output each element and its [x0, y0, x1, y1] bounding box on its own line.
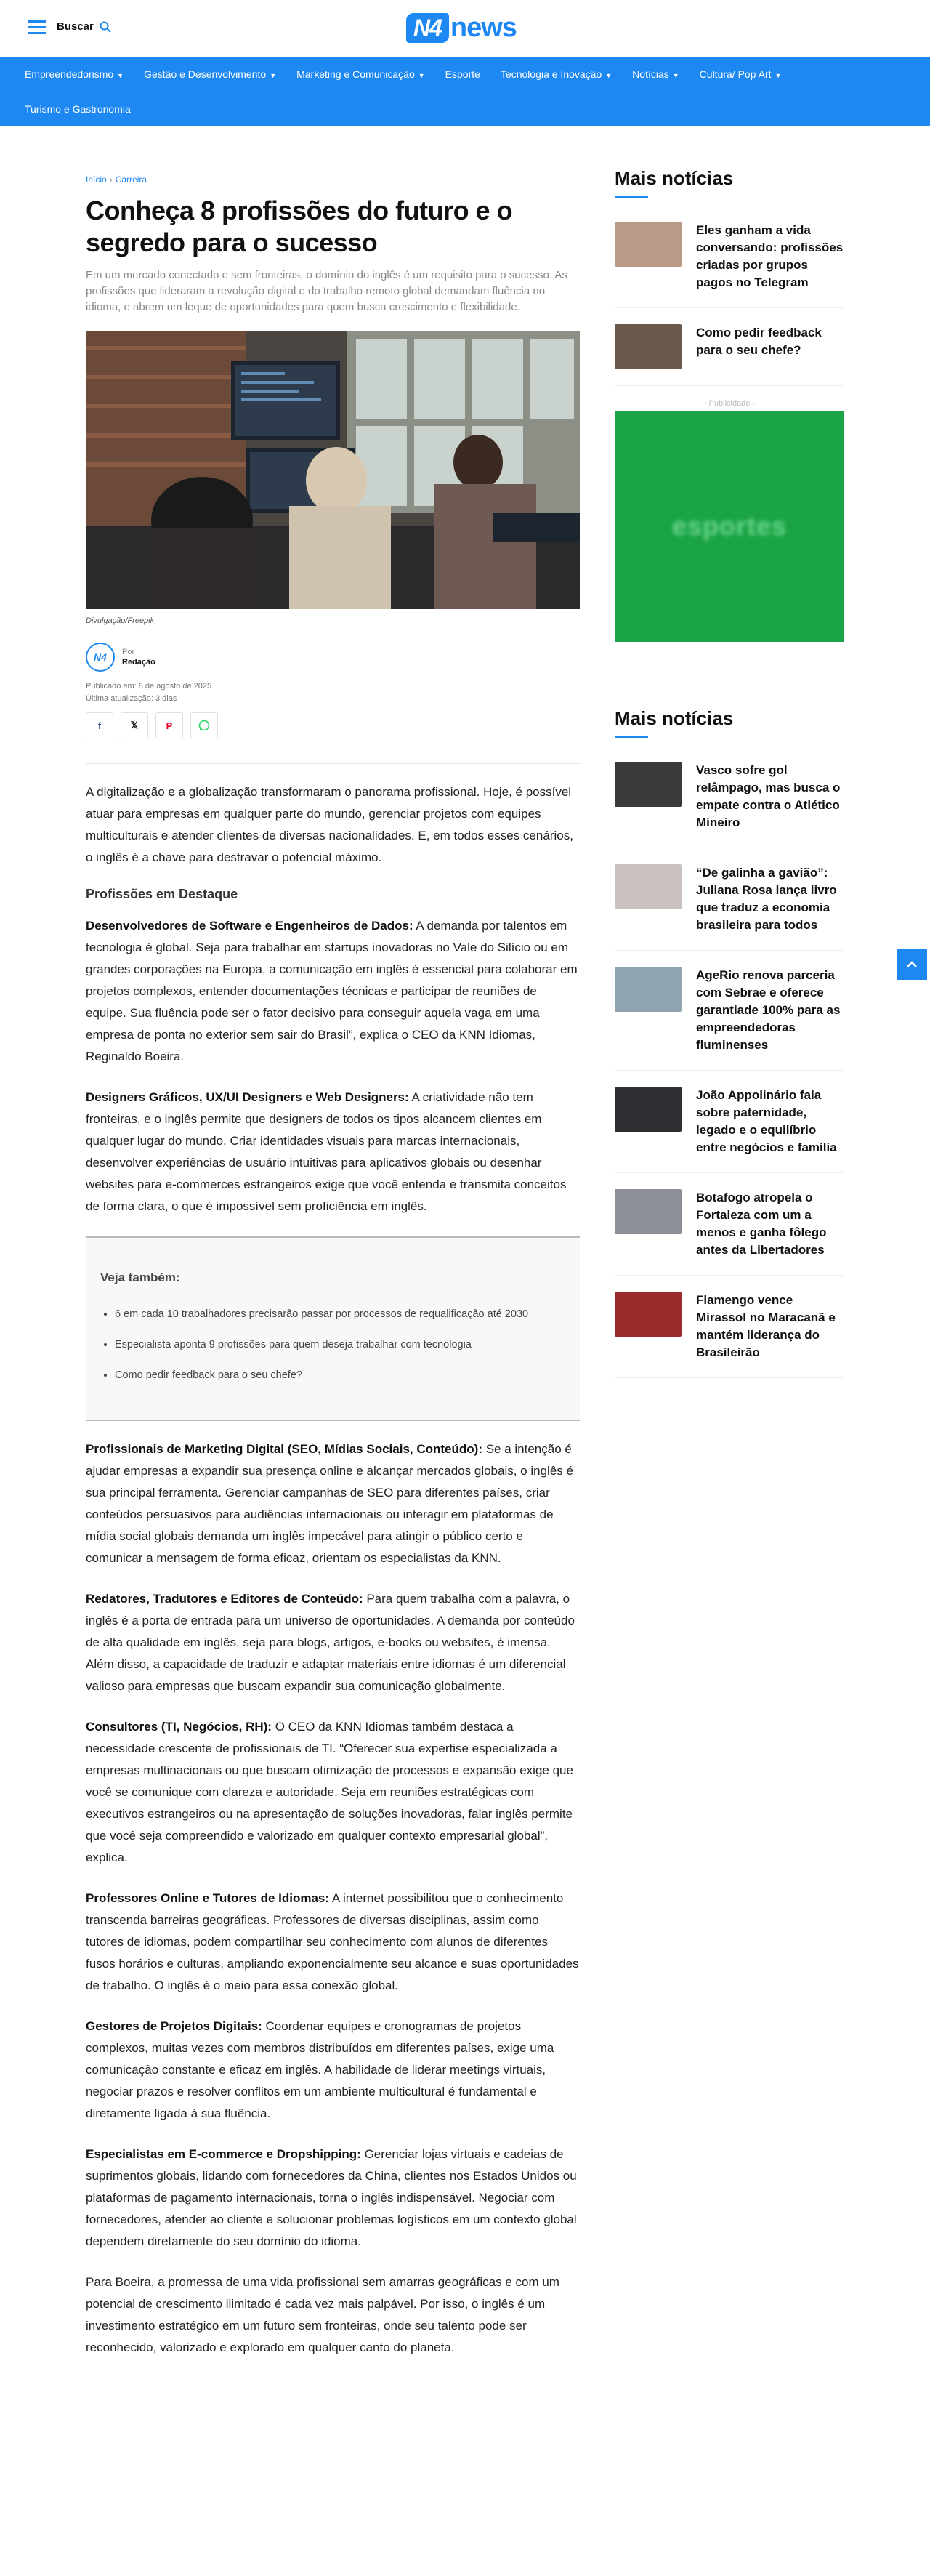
logo-text: news	[450, 12, 517, 43]
x-share-button[interactable]	[121, 712, 148, 738]
sidebar-news-item[interactable]	[615, 958, 844, 1071]
chevron-down-icon: ▼	[270, 72, 277, 79]
nav-item-label: Gestão e Desenvolvimento	[144, 68, 267, 80]
image-caption: Divulgação/Freepik	[86, 616, 155, 625]
profession-paragraph	[86, 1588, 580, 1697]
main-nav	[0, 57, 930, 126]
sidebar	[615, 167, 844, 1385]
sidebar-news-item[interactable]	[615, 753, 844, 848]
profession-paragraph	[86, 915, 580, 1068]
news-thumbnail[interactable]	[615, 864, 682, 909]
see-also-box	[86, 1236, 580, 1421]
scroll-to-top-button[interactable]	[897, 949, 927, 980]
profession-title: Desenvolvedores de Software e Engenheiros de Dados:	[86, 919, 413, 933]
article-title: Conheça 8 profissões do futuro e o segredo para o sucesso	[86, 196, 513, 257]
nav-item-label: Marketing e Comunicação	[296, 68, 415, 80]
profession-title: Gestores de Projetos Digitais:	[86, 2019, 262, 2033]
sidebar-title-top: Mais notícias	[615, 167, 844, 197]
profession-text: A criatividade não tem fronteiras, e o inglês permite que designers de todos os tipos alcancem clientes em qualquer lugar do mundo. Criar identidades visuais para marcas internacionais, desenvolver experiências de usuário intuitivas para aplicativos globais ou desenhar websites para e-commerces estrangeiros exige que você entenda e transmita conceitos de forma clara, o que é impossível sem proficiência em inglês.	[86, 1090, 567, 1213]
sidebar-news-item[interactable]	[615, 856, 844, 951]
whatsapp-icon	[198, 720, 210, 731]
profession-paragraph	[86, 2016, 580, 2125]
news-headline[interactable]: Vasco sofre gol relâmpago, mas busca o empate contra o Atlético Mineiro	[696, 763, 841, 829]
facebook-share-button[interactable]	[86, 712, 113, 738]
whatsapp-share-button[interactable]	[190, 712, 218, 738]
divider	[86, 763, 580, 764]
nav-item[interactable]	[690, 57, 792, 92]
nav-row-primary	[15, 57, 791, 92]
arrow-up-icon	[905, 958, 918, 971]
published-date: Publicado em: 8 de agosto de 2025	[86, 682, 212, 691]
profession-text: Gerenciar lojas virtuais e cadeias de suprimentos globais, lidando com fornecedores da China, clientes nos Estados Unidos ou plataformas de pagamento internacionais, torna o inglês indispensável. Negociar com fornecedores, atender ao cliente e solucionar problemas logísticos em um contexto global dependem diretamente do seu domínio do idioma.	[86, 2147, 577, 2248]
news-headline[interactable]: AgeRio renova parceria com Sebrae e oferece garantiade 100% para as empreendedoras fluminenses	[696, 968, 841, 1052]
chevron-down-icon: ▼	[672, 72, 679, 79]
news-headline[interactable]: Botafogo atropela o Fortaleza com um a menos e ganha fôlego antes da Libertadores	[696, 1191, 827, 1257]
site-logo[interactable]	[406, 10, 517, 45]
sidebar-title-bottom: Mais notícias	[615, 707, 844, 737]
profession-text: O CEO da KNN Idiomas também destaca a necessidade crescente de profissionais de TI. “Oferecer sua expertise especializada a empresas multinacionais ou que buscam otimização de processos e expansão exige que você se comunique com clareza e autoridade. Seja em reuniões estratégicas com executivos estrangeiros ou na apresentação de soluções inovadoras, falar inglês permite que você seja compreendido e valorizado em qualquer contexto empresarial global”, explica.	[86, 1720, 573, 1864]
updated-date: Última atualização: 3 dias	[86, 694, 177, 703]
search-label: Buscar	[57, 20, 94, 33]
article-intro: A digitalização e a globalização transformaram o panorama profissional. Hoje, é possível atuar para empresas em qualquer parte do mundo, gerenciar projetos com equipes multiculturais e atender clientes de diversas nacionalidades. E, em todos esses cenários, o inglês é a chave para destravar o potencial máximo.	[86, 785, 573, 864]
news-headline[interactable]: Como pedir feedback para o seu chefe?	[696, 326, 822, 357]
profession-text: A internet possibilitou que o conhecimento transcenda barreiras geográficas. Professores de diversas disciplinas, assim como tutores de idiomas, podem compartilhar seu conhecimento com alunos de diferentes fusos horários e culturas, ampliando exponencialmente seu alcance e suas oportunidades de trabalho. O inglês é o meio para essa conexão global.	[86, 1891, 579, 1992]
hero-image	[86, 331, 580, 609]
chevron-down-icon: ▼	[605, 72, 612, 79]
article-body	[86, 781, 580, 2359]
see-also-title: Veja também:	[100, 1271, 180, 1284]
profession-text: Para quem trabalha com a palavra, o inglês é a porta de entrada para um universo de oportunidades. A demanda por conteúdo de alta qualidade em inglês, seja para blogs, artigos, e-books ou websites, é imensa. Além disso, a capacidade de traduzir e adaptar materiais entre idiomas é um diferencial valioso para empresas que buscam expandir sua comunicação globalmente.	[86, 1592, 575, 1693]
facebook-icon: f	[97, 720, 102, 731]
nav-item-label: Turismo e Gastronomia	[25, 103, 131, 115]
nav-item-label: Notícias	[632, 68, 669, 80]
author-avatar[interactable]: N4	[86, 643, 115, 672]
publish-info	[86, 680, 580, 705]
news-thumbnail[interactable]	[615, 222, 682, 267]
nav-item-label: Tecnologia e Inovação	[500, 68, 602, 80]
nav-row-secondary	[15, 92, 141, 126]
logo-badge: N4	[406, 13, 449, 43]
news-headline[interactable]: Flamengo vence Mirassol no Maracanã e mantém liderança do Brasileirão	[696, 1293, 836, 1359]
nav-item[interactable]	[134, 57, 286, 92]
profession-title: Redatores, Tradutores e Editores de Conteúdo:	[86, 1592, 363, 1606]
breadcrumb-category[interactable]: Carreira	[115, 174, 147, 185]
top-header	[0, 0, 930, 57]
sidebar-news-item[interactable]	[615, 1283, 844, 1378]
news-headline[interactable]: Eles ganham a vida conversando: profissões criadas por grupos pagos no Telegram	[696, 223, 844, 289]
section-heading: Profissões em Destaque	[86, 887, 238, 901]
news-thumbnail[interactable]	[615, 1087, 682, 1132]
profession-paragraph	[86, 1087, 580, 1217]
news-thumbnail[interactable]	[615, 1292, 682, 1337]
chevron-down-icon: ▼	[117, 72, 124, 79]
pinterest-icon: P	[166, 720, 173, 731]
nav-item[interactable]	[490, 57, 622, 92]
pinterest-share-button[interactable]	[155, 712, 183, 738]
see-also-link[interactable]: • Especialista aponta 9 profissões para quem deseja trabalhar com tecnologia	[115, 1334, 565, 1356]
see-also-link[interactable]: • 6 em cada 10 trabalhadores precisarão passar por processos de requalificação até 2030	[115, 1303, 565, 1325]
news-thumbnail[interactable]	[615, 762, 682, 807]
profession-text: Se a intenção é ajudar empresas a expandir sua presença online e alcançar mercados globais, o inglês é sua principal ferramenta. Gerenciar campanhas de SEO para diferentes países, criar conteúdos persuasivos para audiências internacionais ou interagir em plataformas de mídia social globais demanda um inglês impecável para atingir o público certo e comunicar a mensagem de forma eficaz, orientam os especialistas da KNN.	[86, 1442, 573, 1565]
news-headline[interactable]: João Appolinário fala sobre paternidade, legado e o equilíbrio entre negócios e família	[696, 1088, 837, 1154]
nav-item[interactable]	[622, 57, 690, 92]
search-button[interactable]	[57, 20, 111, 33]
nav-item-label: Esporte	[445, 68, 480, 80]
share-bar	[86, 712, 580, 738]
ad-label: - Publicidade -	[703, 399, 756, 408]
news-thumbnail[interactable]	[615, 324, 682, 369]
profession-paragraph	[86, 1438, 580, 1569]
nav-item[interactable]	[286, 57, 435, 92]
chevron-down-icon: ▼	[775, 72, 782, 79]
profession-title: Profissionais de Marketing Digital (SEO, Mídias Sociais, Conteúdo):	[86, 1442, 482, 1456]
news-headline[interactable]: “De galinha a gavião”: Juliana Rosa lança livro que traduz a economia brasileira para todos	[696, 866, 837, 932]
nav-item-label: Empreendedorismo	[25, 68, 114, 80]
nav-item[interactable]	[435, 57, 490, 92]
article-closing: Para Boeira, a promessa de uma vida profissional sem amarras geográficas e com um potencial de crescimento ilimitado é cada vez mais palpável. Por isso, o inglês é um investimento estratégico em um futuro sem fronteiras, onde seu talento pode ser reconhecido, valorizado e explorado em qualquer canto do planeta.	[86, 2275, 559, 2354]
breadcrumb: Início › Carreira	[86, 174, 147, 185]
office-photo	[86, 331, 580, 609]
see-also-link[interactable]: • Como pedir feedback para o seu chefe?	[115, 1364, 565, 1386]
article-lead: Em um mercado conectado e sem fronteiras, o domínio do inglês é um requisito para o sucesso. As profissões que lideraram a revolução digital e do trabalho remoto global demandam fluência no idioma, e abrem um leque de oportunidades para quem busca crescimento e flexibilidade.	[86, 269, 567, 313]
news-thumbnail[interactable]	[615, 967, 682, 1012]
profession-paragraph	[86, 2144, 580, 2253]
sidebar-news-item[interactable]	[615, 213, 844, 308]
profession-title: Professores Online e Tutores de Idiomas:	[86, 1891, 330, 1905]
breadcrumb-home[interactable]: Início	[86, 174, 107, 185]
search-icon	[100, 21, 111, 33]
profession-title: Especialistas em E-commerce e Dropshipping:	[86, 2147, 361, 2161]
profession-text: Coordenar equipes e cronogramas de projetos complexos, muitas vezes com membros distribuídos em diferentes países, exige uma comunicação constante e eficaz em inglês. A habilidade de liderar meetings virtuais, negociar prazos e resolver conflitos em um ambiente multicultural é fundamental e diretamente ligada à sua fluência.	[86, 2019, 554, 2120]
sidebar-news-item[interactable]	[615, 315, 844, 386]
sidebar-news-item[interactable]	[615, 1078, 844, 1173]
profession-title: Consultores (TI, Negócios, RH):	[86, 1720, 272, 1734]
author-name[interactable]: Redação	[122, 658, 155, 667]
news-thumbnail[interactable]	[615, 1189, 682, 1234]
profession-title: Designers Gráficos, UX/UI Designers e Web Designers:	[86, 1090, 409, 1104]
article	[86, 174, 580, 2378]
sidebar-news-item[interactable]	[615, 1180, 844, 1276]
profession-text: A demanda por talentos em tecnologia é global. Seja para trabalhar em startups inovadoras no Vale do Silício ou em grandes corporações na Europa, a comunicação em inglês é essencial para colaborar em projetos complexos, entender documentações técnicas e participar de reuniões de equipe. Sua fluência pode ser o fator decisivo para conseguir aquela vaga em uma empresa de ponta no exterior sem sair do Brasil”, explica o CEO da KNN Idiomas, Reginaldo Boeira.	[86, 919, 578, 1063]
menu-icon[interactable]	[28, 20, 46, 35]
author-box	[86, 643, 580, 672]
chevron-down-icon: ▼	[418, 72, 425, 79]
nav-item-label: Cultura/ Pop Art	[699, 68, 772, 80]
nav-item[interactable]	[15, 57, 134, 92]
ad-text: esportes	[671, 511, 788, 541]
nav-item[interactable]	[15, 92, 141, 126]
x-icon: 𝕏	[130, 720, 139, 730]
advertisement[interactable]	[615, 411, 844, 642]
author-prefix: Por	[122, 648, 135, 656]
profession-paragraph	[86, 1716, 580, 1869]
profession-paragraph	[86, 1888, 580, 1997]
